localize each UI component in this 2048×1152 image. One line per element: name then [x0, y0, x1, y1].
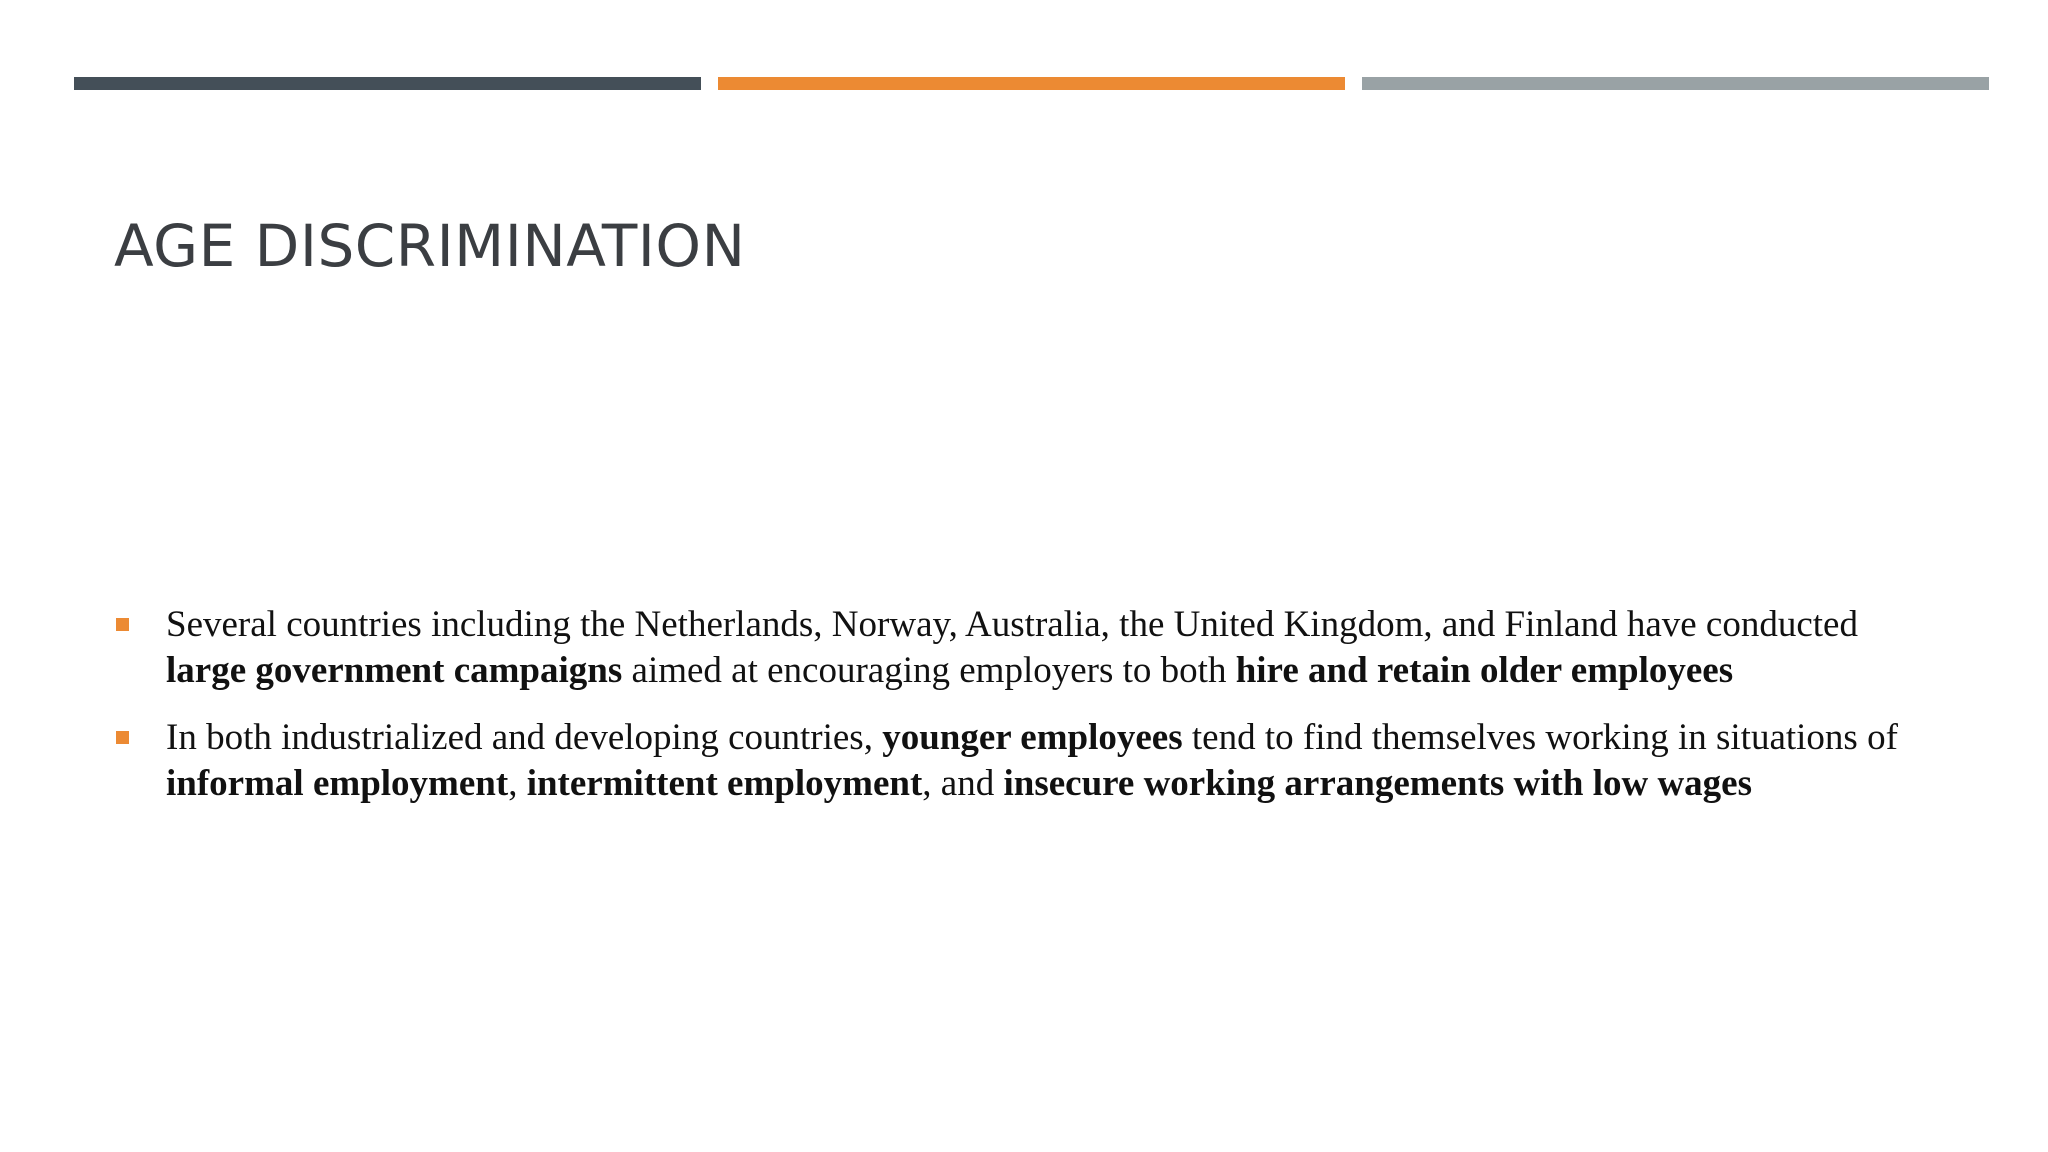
accent-bar-gray	[1362, 77, 1989, 90]
bold-phrase: younger employees	[882, 717, 1183, 758]
bullet-text: In both industrialized and developing countries,	[166, 717, 883, 758]
bold-phrase: hire and retain older employees	[1235, 650, 1734, 691]
bold-phrase: large government campaigns	[166, 650, 623, 691]
bullet-list	[114, 602, 1944, 828]
accent-bar-orange	[718, 77, 1345, 90]
bullet-item-2	[114, 715, 1944, 807]
square-bullet-icon	[116, 618, 129, 631]
bullet-text: Several countries including the Netherlands, Norway, Australia, the United Kingdom, and Finland have conducted	[166, 604, 1858, 645]
slide-title: AGE DISCRIMINATION	[114, 212, 746, 280]
bold-phrase: informal employment	[166, 763, 509, 804]
bold-phrase: intermittent employment	[526, 763, 923, 804]
bold-phrase: insecure working arrangements with low wages	[1003, 763, 1752, 804]
bullet-item-1	[114, 602, 1944, 694]
bullet-text: tend to find themselves working in situations of	[1182, 717, 1898, 758]
accent-bar-dark	[74, 77, 701, 90]
bullet-text: ,	[508, 763, 527, 804]
square-bullet-icon	[116, 731, 129, 744]
bullet-text: , and	[922, 763, 1004, 804]
bullet-text: aimed at encouraging employers to both	[622, 650, 1236, 691]
